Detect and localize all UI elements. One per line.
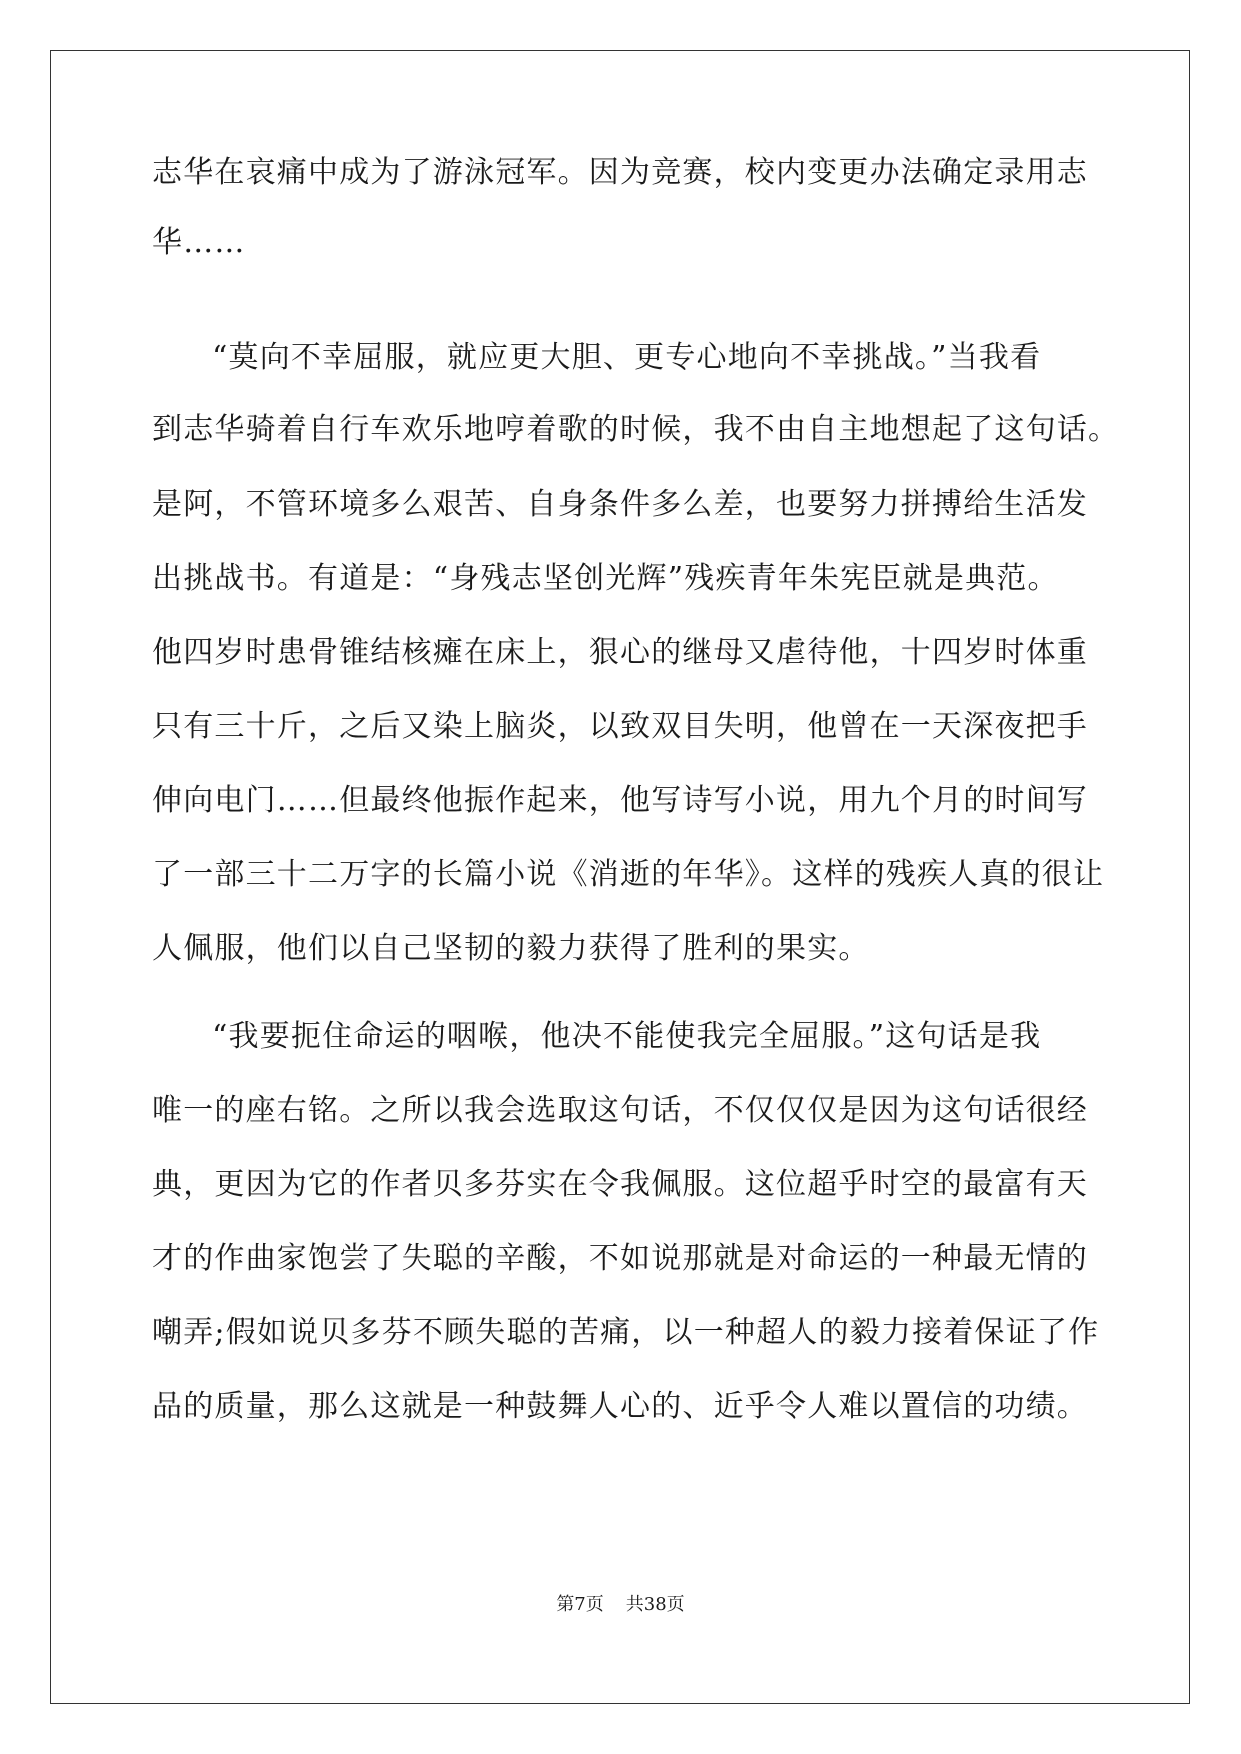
text-line: 志华在哀痛中成为了游泳冠军。因为竞赛，校内变更办法确定录用志	[152, 155, 1088, 190]
text-line: 人佩服，他们以自己坚韧的毅力获得了胜利的果实。	[152, 931, 870, 966]
text-line: “我要扼住命运的咽喉，他决不能使我完全屈服。”这句话是我	[212, 1019, 1042, 1054]
text-line: 到志华骑着自行车欢乐地哼着歌的时候，我不由自主地想起了这句话。	[152, 412, 1120, 447]
text-line: 他四岁时患骨锥结核瘫在床上，狠心的继母又虐待他，十四岁时体重	[152, 635, 1088, 670]
current-page-label: 第7页	[556, 1594, 604, 1615]
text-line: 伸向电门……但最终他振作起来，他写诗写小说，用九个月的时间写	[152, 783, 1088, 818]
text-line: 嘲弄;假如说贝多芬不顾失聪的苦痛，以一种超人的毅力接着保证了作	[152, 1315, 1100, 1350]
text-line: 是阿，不管环境多么艰苦、自身条件多么差，也要努力拼搏给生活发	[152, 487, 1088, 522]
text-line: 了一部三十二万字的长篇小说《消逝的年华》。这样的残疾人真的很让	[152, 857, 1105, 892]
text-line: 才的作曲家饱尝了失聪的辛酸，不如说那就是对命运的一种最无情的	[152, 1241, 1088, 1276]
text-line: 品的质量，那么这就是一种鼓舞人心的、近乎令人难以置信的功绩。	[152, 1389, 1088, 1424]
page-footer	[0, 1593, 1241, 1617]
text-line: 唯一的座右铭。之所以我会选取这句话，不仅仅仅是因为这句话很经	[152, 1093, 1088, 1128]
text-line: 典，更因为它的作者贝多芬实在令我佩服。这位超乎时空的最富有天	[152, 1167, 1088, 1202]
text-line: “莫向不幸屈服，就应更大胆、更专心地向不幸挑战。”当我看	[212, 340, 1042, 375]
text-line: 华……	[152, 225, 246, 260]
text-line: 只有三十斤，之后又染上脑炎，以致双目失明，他曾在一天深夜把手	[152, 709, 1088, 744]
total-pages-label: 共38页	[625, 1594, 685, 1615]
text-line: 出挑战书。有道是：“身残志坚创光辉”残疾青年朱宪臣就是典范。	[152, 561, 1059, 596]
